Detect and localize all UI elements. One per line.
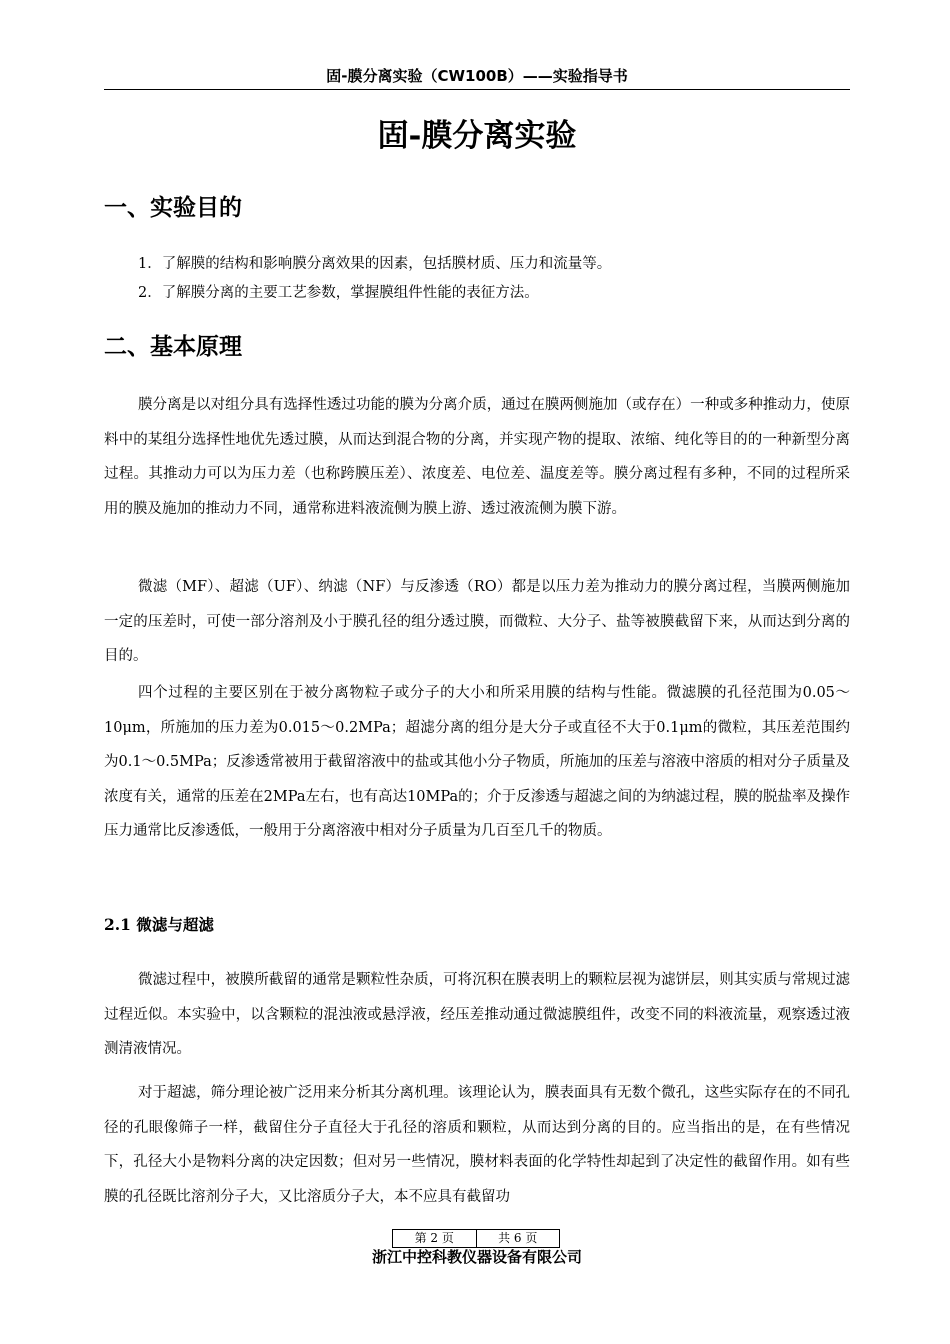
purpose-item-1: 1．了解膜的结构和影响膜分离效果的因素，包括膜材质、压力和流量等。 (138, 256, 612, 272)
principle-paragraph-3: 四个过程的主要区别在于被分离物粒子或分子的大小和所采用膜的结构与性能。微滤膜的孔径范围为0.05～10μm，所施加的压力差为0.015～0.2MPa；超滤分离的组分是大分子或直径不大于0.1μm的微粒，其压差范围约为0.1～0.5MPa；反渗透常被用于截留溶液中的盐或其他小分子物质，所施加的压差与溶液中溶质的相对分子质量及浓度有关，通常的压差在2MPa左右，也有高达10MPa的；介于反渗透与超滤之间的为纳滤过程，膜的脱盐率及操作压力通常比反渗透低，一般用于分离溶液中相对分子质量为几百至几千的物质。 (104, 685, 850, 840)
subsection-paragraph-1: 微滤过程中，被膜所截留的通常是颗粒性杂质，可将沉积在膜表明上的颗粒层视为滤饼层，则其实质与常规过滤过程近似。本实验中，以含颗粒的混浊液或悬浮液，经压差推动通过微滤膜组件，改变不同的料液流量，观察透过液测清液情况。 (104, 972, 850, 1058)
subsection-heading-2-1: 2.1 微滤与超滤 (104, 915, 214, 934)
company-name: 浙江中控科教仪器设备有限公司 (371, 1248, 582, 1266)
running-header: 固-膜分离实验（CW100B）——实验指导书 (104, 62, 850, 90)
current-page: 第 2 页 (393, 1230, 477, 1247)
section-heading-principle: 二、基本原理 (104, 334, 242, 360)
document-title: 固-膜分离实验 (377, 118, 577, 154)
purpose-item-2: 2．了解膜分离的主要工艺参数，掌握膜组件性能的表征方法。 (138, 285, 539, 301)
section-heading-purpose: 一、实验目的 (104, 195, 242, 221)
total-pages: 共 6 页 (498, 1231, 538, 1245)
principle-paragraph-1: 膜分离是以对组分具有选择性透过功能的膜为分离介质，通过在膜两侧施加（或存在）一种或多种推动力，使原料中的某组分选择性地优先透过膜，从而达到混合物的分离，并实现产物的提取、浓缩、纯化等目的的一种新型分离过程。其推动力可以为压力差（也称跨膜压差）、浓度差、电位差、温度差等。膜分离过程有多种，不同的过程所采用的膜及施加的推动力不同，通常称进料液流侧为膜上游、透过液流侧为膜下游。 (104, 397, 850, 517)
subsection-paragraph-2: 对于超滤，筛分理论被广泛用来分析其分离机理。该理论认为，膜表面具有无数个微孔，这些实际存在的不同孔径的孔眼像筛子一样，截留住分子直径大于孔径的溶质和颗粒，从而达到分离的目的。应当指出的是，在有些情况下，孔径大小是物料分离的决定因数；但对另一些情况，膜材料表面的化学特性却起到了决定性的截留作用。如有些膜的孔径既比溶剂分子大，又比溶质分子大，本不应具有截留功 (104, 1085, 850, 1205)
principle-paragraph-2: 微滤（MF）、超滤（UF）、纳滤（NF）与反渗透（RO）都是以压力差为推动力的膜分离过程，当膜两侧施加一定的压差时，可使一部分溶剂及小于膜孔径的组分透过膜，而微粒、大分子、盐等被膜截留下来，从而达到分离的目的。 (104, 579, 850, 665)
